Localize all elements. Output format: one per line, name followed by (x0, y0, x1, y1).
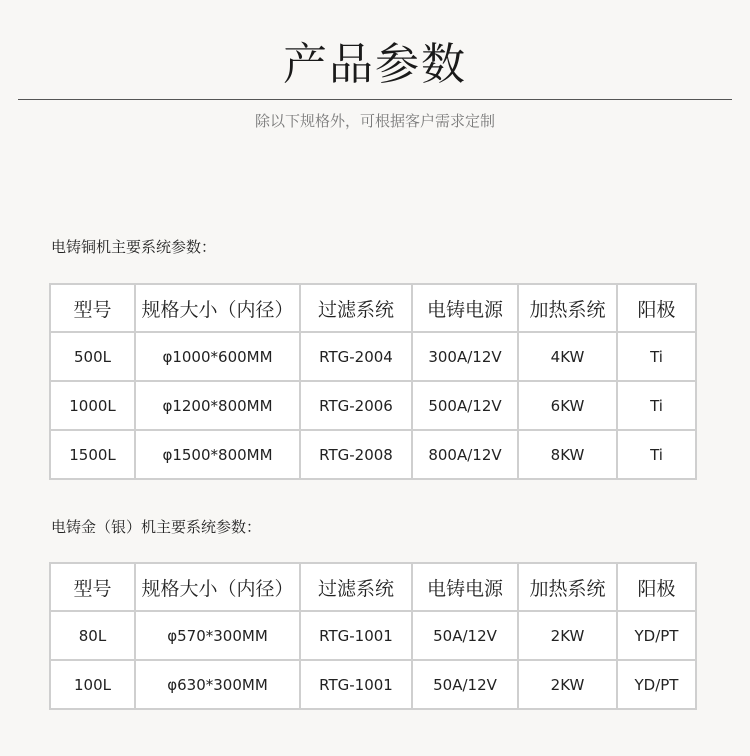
column-header-size: 规格大小（内径） (136, 285, 301, 333)
table-header-row (51, 285, 695, 333)
column-header-power: 电铸电源 (413, 564, 519, 612)
cell-anode: Ti (618, 333, 695, 382)
column-header-filter: 过滤系统 (301, 564, 413, 612)
column-header-anode: 阳极 (618, 564, 695, 612)
cell-model: 500L (51, 333, 136, 382)
cell-anode: YD/PT (634, 675, 679, 694)
cell-heating: 8KW (519, 431, 618, 478)
cell-heating: 4KW (519, 333, 618, 382)
title-divider (18, 99, 732, 100)
column-header-model: 型号 (51, 564, 136, 612)
table-row (51, 333, 695, 382)
gold-section-label: 电铸金（银）机主要系统参数： (51, 518, 262, 536)
cell-filter: RTG-2004 (301, 333, 413, 382)
column-header-power: 电铸电源 (413, 285, 519, 333)
cell-model: 1000L (51, 382, 136, 431)
cell-size: φ1500*800MM (136, 431, 301, 478)
cell-heating: 2KW (519, 661, 618, 708)
cell-size: φ570*300MM (136, 612, 301, 661)
cell-model: 80L (51, 612, 136, 661)
cell-model: 1500L (51, 431, 136, 478)
table-row (51, 661, 695, 708)
cell-anode: Ti (618, 382, 695, 431)
cell-size: φ1000*600MM (136, 333, 301, 382)
column-header-heating: 加热系统 (519, 285, 618, 333)
cell-filter: RTG-2008 (301, 431, 413, 478)
cell-filter: RTG-1001 (301, 661, 413, 708)
page-subtitle: 除以下规格外，可根据客户需求定制 (254, 112, 495, 130)
page-title: 产品参数 (283, 39, 467, 90)
copper-section-label: 电铸铜机主要系统参数： (51, 238, 217, 256)
cell-filter: RTG-1001 (301, 612, 413, 661)
table-row (51, 382, 695, 431)
cell-filter: RTG-2006 (301, 382, 413, 431)
column-header-heating: 加热系统 (519, 564, 618, 612)
cell-power: 300A/12V (413, 333, 519, 382)
gold-spec-table (49, 562, 697, 710)
column-header-model: 型号 (51, 285, 136, 333)
table-row (51, 431, 695, 478)
cell-anode: YD/PT (618, 612, 695, 661)
column-header-size: 规格大小（内径） (136, 564, 301, 612)
copper-spec-table (49, 283, 697, 480)
table-header-row (51, 564, 695, 612)
column-header-filter: 过滤系统 (301, 285, 413, 333)
cell-size: φ630*300MM (136, 661, 301, 708)
column-header-anode: 阳极 (618, 285, 695, 333)
cell-size: φ1200*800MM (136, 382, 301, 431)
cell-power: 50A/12V (413, 661, 519, 708)
cell-heating: 2KW (519, 612, 618, 661)
cell-model: 100L (51, 661, 136, 708)
cell-power: 50A/12V (413, 612, 519, 661)
cell-anode: Ti (650, 445, 663, 464)
cell-power: 500A/12V (413, 382, 519, 431)
cell-heating: 6KW (519, 382, 618, 431)
table-row (51, 612, 695, 661)
cell-power: 800A/12V (413, 431, 519, 478)
